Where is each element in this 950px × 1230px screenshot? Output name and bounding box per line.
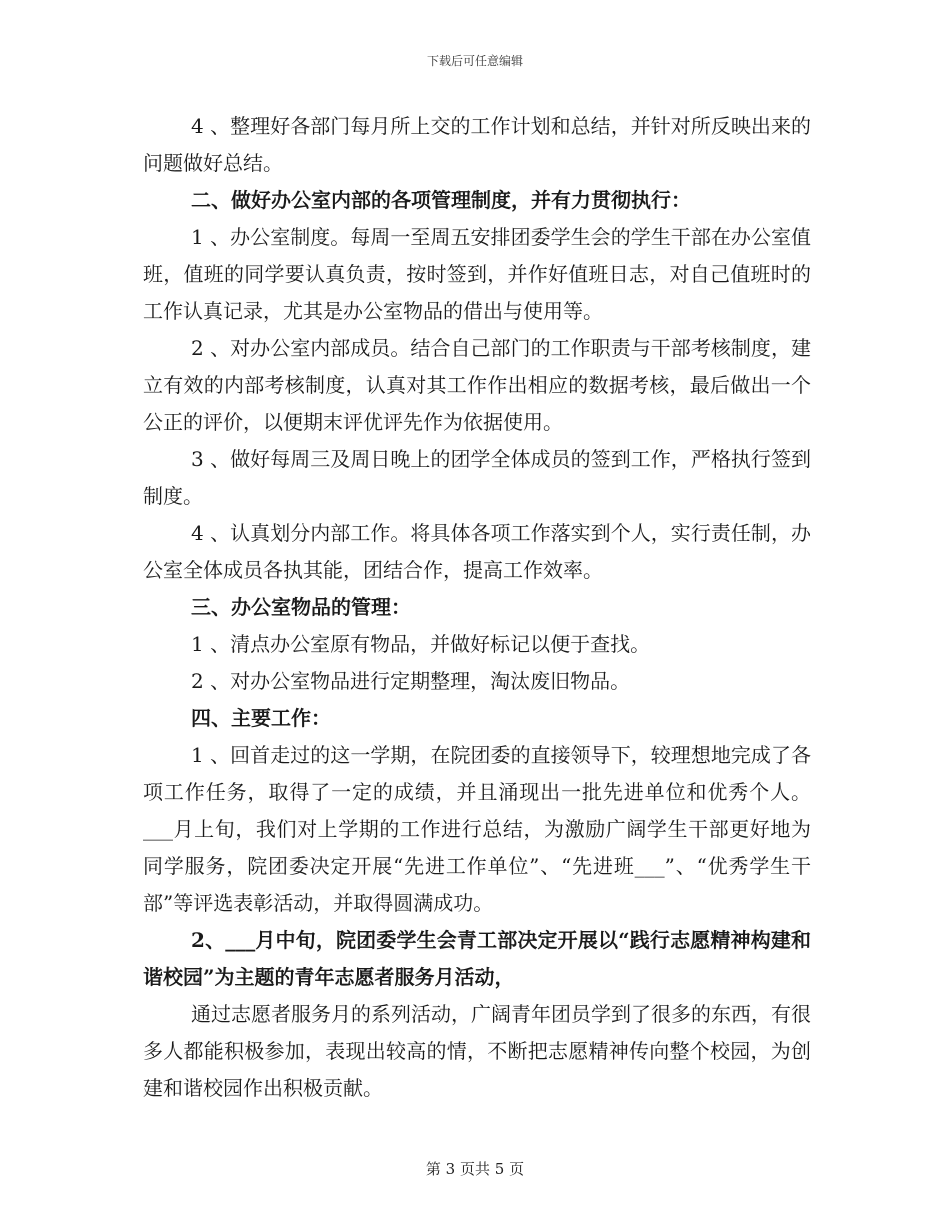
section-heading: 三、办公室物品的管理：: [191, 595, 411, 619]
page-footer: 第 3 页共 5 页: [425, 1160, 525, 1178]
paragraph: 3 、做好每周三及周日晚上的团学全体成员的签到工作，严格执行签到制度。: [143, 447, 811, 508]
paragraph: 1 、办公室制度。每周一至周五安排团委学生会的学生干部在办公室值班，值班的同学要认真负责，按时签到，并作好值班日志，对自己值班时的工作认真记录，尤其是办公室物品的借出与使用等。: [143, 225, 811, 323]
section-heading: 四、主要工作：: [191, 706, 331, 730]
paragraph: 2 、对办公室物品进行定期整理，淘汰废旧物品。: [191, 669, 631, 693]
bold-paragraph: 2、___月中旬，院团委学生会青工部决定开展以“践行志愿精神构建和谐校园”为主题的青年志愿者服务月活动，: [143, 928, 811, 989]
paragraph: 4 、整理好各部门每月所上交的工作计划和总结，并针对所反映出来的问题做好总结。: [143, 114, 811, 175]
paragraph: 2 、对办公室内部成员。结合自己部门的工作职责与干部考核制度，建立有效的内部考核制度，认真对其工作作出相应的数据考核，最后做出一个公正的评价，以便期末评优评先作为依据使用。: [143, 336, 811, 434]
document-body: [143, 108, 811, 1107]
paragraph: 1 、回首走过的这一学期，在院团委的直接领导下，较理想地完成了各项工作任务，取得了一定的成绩，并且涌现出一批先进单位和优秀个人。___月上旬，我们对上学期的工作进行总结，为激励广阔学生干部更好地为同学服务，院团委决定开展“先进工作单位”、“先进班___”、“优秀学生干部”等评选表彰活动，并取得圆满成功。: [143, 743, 811, 915]
section-heading: 二、做好办公室内部的各项管理制度，并有力贯彻执行：: [191, 188, 691, 212]
paragraph: 4 、认真划分内部工作。将具体各项工作落实到个人，实行责任制，办公室全体成员各执其能，团结合作，提高工作效率。: [143, 521, 811, 582]
paragraph: 通过志愿者服务月的系列活动，广阔青年团员学到了很多的东西，有很多人都能积极参加，表现出较高的情，不断把志愿精神传向整个校园，为创建和谐校园作出积极贡献。: [143, 1002, 811, 1100]
page-header: 下载后可任意编辑: [426, 54, 523, 68]
paragraph: 1 、清点办公室原有物品，并做好标记以便于查找。: [191, 632, 651, 656]
